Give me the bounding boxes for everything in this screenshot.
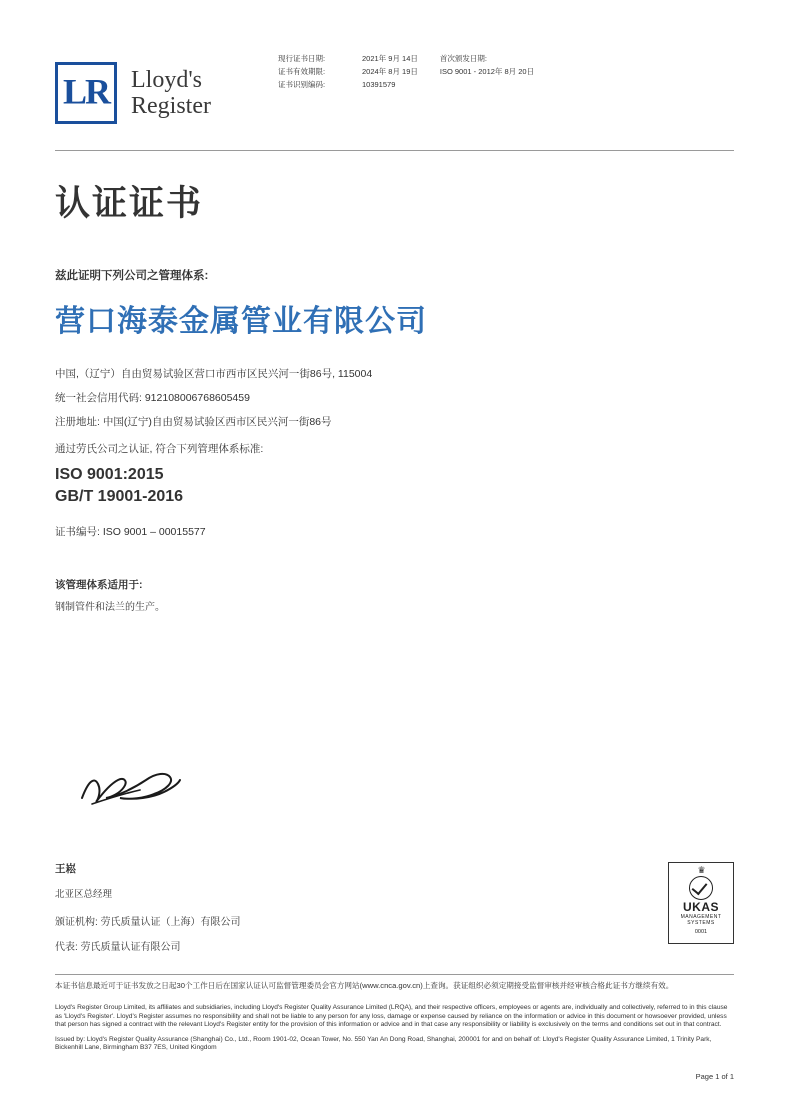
meta-label: 首次颁发日期: <box>439 54 487 63</box>
lloyds-register-logo <box>55 62 211 124</box>
meta-label: 现行证书日期: <box>278 54 326 63</box>
meta-row <box>440 65 534 78</box>
ukas-word: UKAS <box>682 900 719 914</box>
brand-line-1: Lloyd's <box>131 67 202 93</box>
lr-logo-letters: LR <box>62 71 110 112</box>
company-name: 营口海泰金属管业有限公司 <box>55 305 427 338</box>
meta-column-dates <box>278 52 418 91</box>
signer-role: 北亚区总经理 <box>55 889 113 900</box>
meta-label: 证书有效期限: <box>278 67 326 76</box>
standards-lead: 通过劳氏公司之认证, 符合下列管理体系标准: <box>55 443 264 455</box>
brand-name <box>131 67 211 119</box>
disclaimer-paragraph: Lloyd's Register Group Limited, its affiliates and subsidiaries, including Lloyd's Register Quality Assurance Limited (LRQA), and their respective officers, employees or agents are, individually and collectively, referred to in this clause as 'Lloyd's Register'. Lloyd's Register assumes no responsibility and shall not be liable to any person for any loss, damage or expense caused by reliance on the information or advice in this document or howsoever provided, unless that person has signed a contract with the relevant Lloyd's Register entity for the provision of this information or advice and in that case any responsibility or liability is exclusively on the terms and conditions set out in that contract. <box>55 1004 728 1029</box>
address-block <box>55 362 372 434</box>
checkmark-icon <box>689 876 713 900</box>
on-behalf-of: 代表: 劳氏质量认证有限公司 <box>55 942 181 953</box>
intro-statement: 兹此证明下列公司之管理体系: <box>55 270 209 282</box>
address-line: 中国,（辽宁）自由贸易试验区营口市西市区民兴河一街86号, 115004 <box>55 368 373 380</box>
ukas-accreditation-mark <box>668 862 734 944</box>
ukas-sub-line-2: SYSTEMS <box>687 920 715 926</box>
page-title: 认证证书 <box>55 184 204 223</box>
meta-label: 证书识别编码: <box>278 80 326 89</box>
page-number: Page 1 of 1 <box>695 1072 734 1081</box>
meta-row <box>278 78 418 91</box>
certificate-number: 证书编号: ISO 9001 – 00015577 <box>55 526 206 538</box>
document-header <box>0 0 789 148</box>
meta-column-first-issue <box>440 52 534 91</box>
signer-name: 王崧 <box>55 863 76 875</box>
crown-icon: ♛ <box>697 865 705 875</box>
ukas-sub-line-1: MANAGEMENT <box>680 914 722 920</box>
brand-line-2: Register <box>131 93 211 119</box>
header-divider <box>55 150 734 151</box>
credit-code-line: 统一社会信用代码: 912108006768605459 <box>55 392 250 404</box>
ukas-number: 0001 <box>694 929 708 935</box>
signature-image <box>74 764 194 814</box>
issuing-body: 颁证机构: 劳氏质量认证（上海）有限公司 <box>55 917 241 928</box>
meta-row <box>440 52 534 65</box>
scope-text: 钢制管件和法兰的生产。 <box>55 602 165 613</box>
footer-english-disclaimer <box>55 1004 734 1059</box>
footer-chinese-note: 本证书信息最近可于证书发放之日起30个工作日后在国家认证认可监督管理委员会官方网站(www.cnca.gov.cn)上查询。获证组织必须定期接受监督审核并经审核合格此证书方继续有效。 <box>55 981 674 990</box>
scope-title: 该管理体系适用于: <box>55 579 143 591</box>
lr-logo-icon <box>55 62 117 124</box>
certificate-meta <box>278 52 556 91</box>
meta-value: 2024年 8月 19日 <box>362 67 418 76</box>
standard-gbt19001: GB/T 19001-2016 <box>55 488 184 505</box>
meta-value: ISO 9001 - 2012年 8月 20日 <box>439 67 535 76</box>
registered-address-line: 注册地址: 中国(辽宁)自由贸易试验区西市区民兴河一街86号 <box>55 416 332 428</box>
meta-value: 2021年 9月 14日 <box>362 54 418 63</box>
footer-divider <box>55 974 734 975</box>
standard-iso9001: ISO 9001:2015 <box>55 466 164 483</box>
meta-row <box>278 65 418 78</box>
meta-value: 10391579 <box>362 80 396 89</box>
meta-row <box>278 52 418 65</box>
issued-by-paragraph: Issued by: Lloyd's Register Quality Assurance (Shanghai) Co., Ltd., Room 1901-02, Ocean Tower, No. 550 Yan An Dong Road, Shanghai, 200001 for and on behalf of: Lloyd's Register Quality Assurance Limited, 1 Trinity Park, Bickenhill Lane, Birmingham B37 7ES, United Kingdom <box>55 1035 712 1052</box>
